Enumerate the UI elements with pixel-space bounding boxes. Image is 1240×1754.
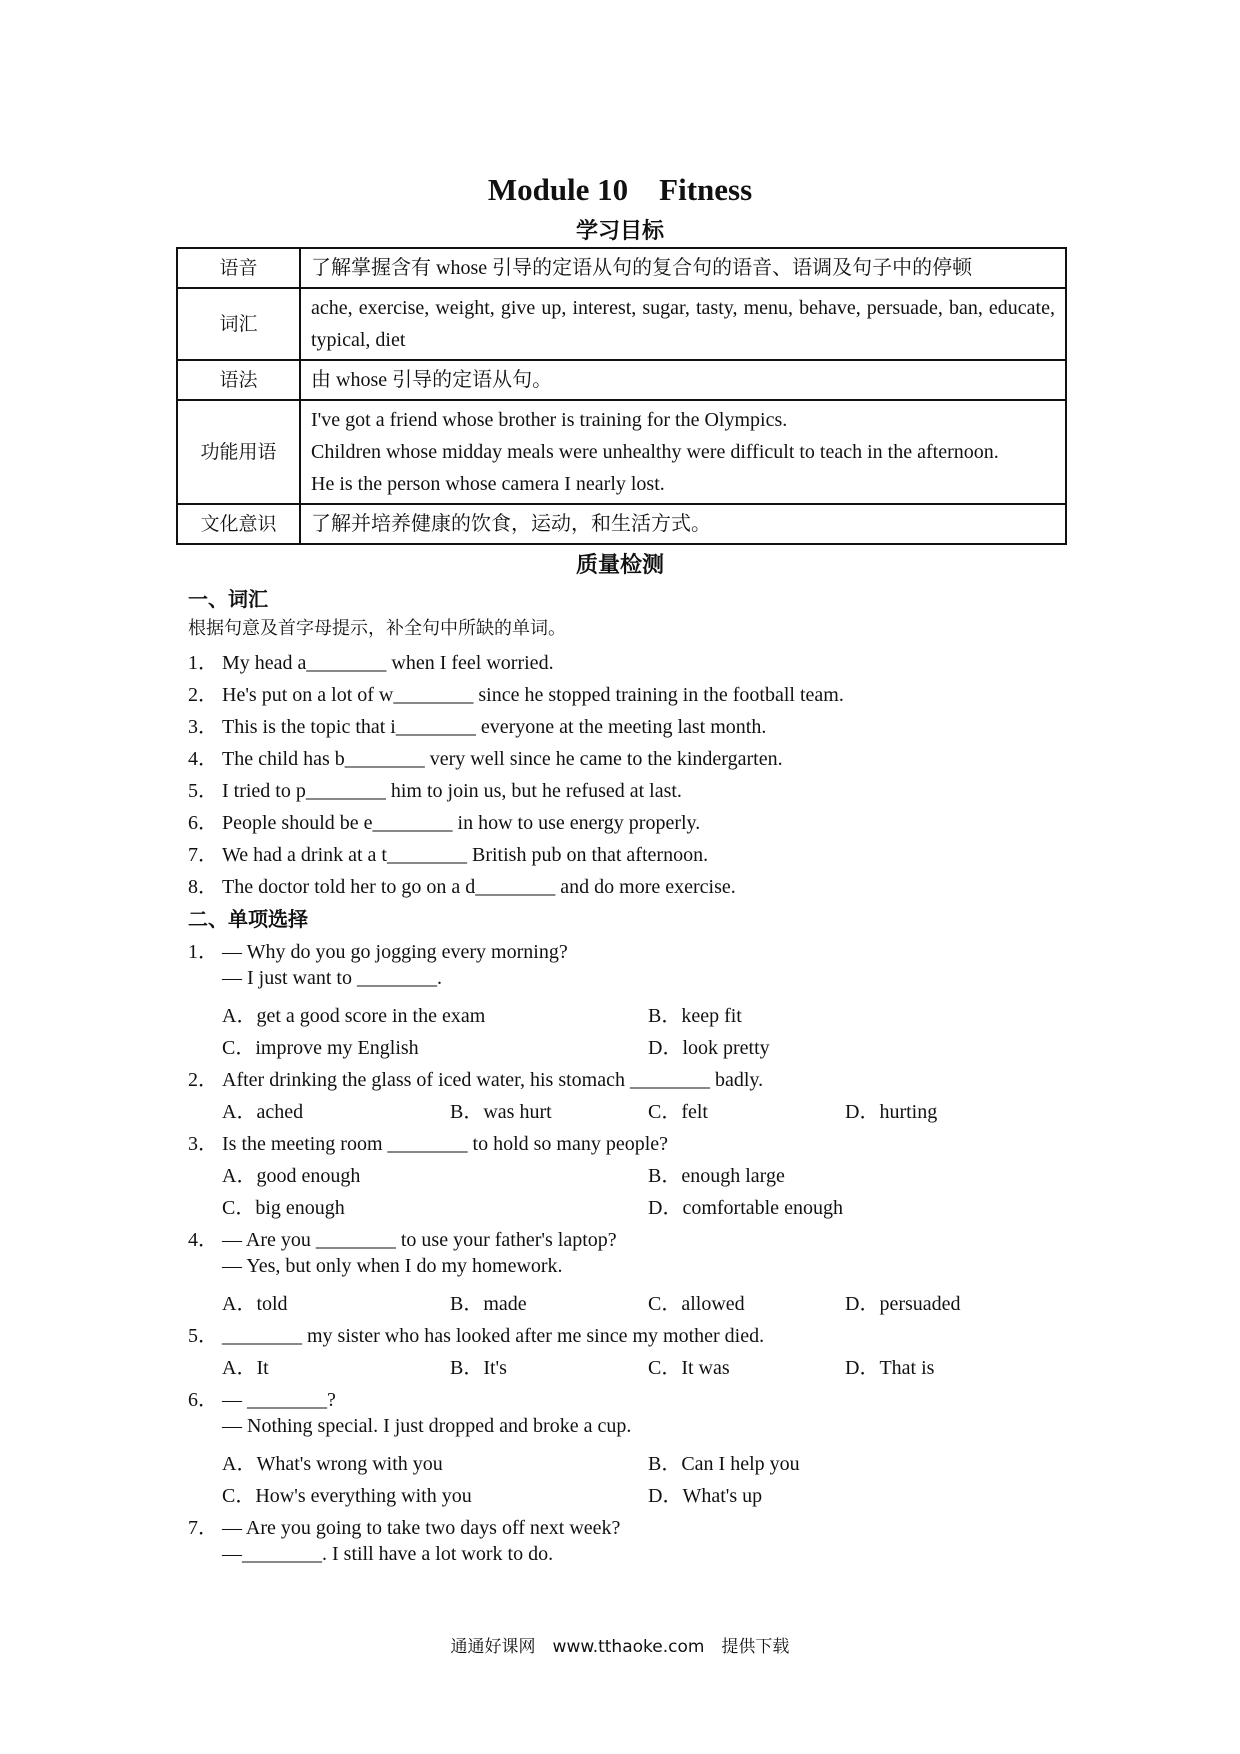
option-c: C．improve my English — [222, 1037, 419, 1059]
item-text: This is the topic that i________ everyone at the meeting last month. — [222, 716, 767, 738]
option-c: C．big enough — [222, 1197, 345, 1219]
goals-key: 语法 — [177, 360, 300, 400]
question-text: — ________? — [222, 1389, 336, 1411]
option-c: C．It was — [648, 1357, 730, 1379]
goals-row — [177, 360, 1066, 400]
function-sentence: Children whose midday meals were unhealthy were difficult to teach in the afternoon. — [311, 441, 999, 463]
goals-key: 文化意识 — [177, 504, 300, 544]
option-d: D．hurting — [845, 1101, 938, 1123]
option-d: D．look pretty — [648, 1037, 770, 1059]
option-b: B．was hurt — [450, 1101, 552, 1123]
goals-value: 了解并培养健康的饮食，运动，和生活方式。 — [300, 504, 1066, 544]
question-number: 5． — [188, 1325, 218, 1347]
choice-heading: 二、单项选择 — [188, 907, 308, 931]
option-b: B．Can I help you — [648, 1453, 800, 1475]
page-title: Module 10 Fitness — [487, 172, 753, 207]
item-text: The doctor told her to go on a d________ and do more exercise. — [222, 876, 736, 898]
vocab-heading: 一、词汇 — [188, 587, 268, 611]
option-b: B．It's — [450, 1357, 507, 1379]
question-stem — [188, 935, 568, 964]
question-stem — [188, 1063, 763, 1092]
question-stem — [188, 1383, 336, 1412]
question-text: — Are you ________ to use your father's laptop? — [222, 1229, 617, 1251]
option-b: B．made — [450, 1293, 527, 1315]
function-sentence: I've got a friend whose brother is training for the Olympics. — [311, 409, 788, 431]
question-number: 7． — [188, 1517, 218, 1539]
item-text: People should be e________ in how to use energy properly. — [222, 812, 701, 834]
vocab-item — [188, 710, 766, 739]
item-text: He's put on a lot of w________ since he stopped training in the football team. — [222, 684, 844, 706]
option-b: B．enough large — [648, 1165, 785, 1187]
question-number: 4． — [188, 1229, 218, 1251]
question-text: ________ my sister who has looked after me since my mother died. — [222, 1325, 765, 1347]
page-footer: 通通好课网 www.tthaoke.com 提供下载 — [450, 1637, 790, 1657]
option-c: C．felt — [648, 1101, 708, 1123]
vocab-item — [188, 870, 736, 899]
goals-row — [177, 400, 1066, 504]
question-text: — Are you going to take two days off next week? — [222, 1517, 621, 1539]
goals-value — [300, 400, 1066, 504]
question-text: — Why do you go jogging every morning? — [222, 941, 568, 963]
option-a: A．good enough — [222, 1165, 361, 1187]
vocab-instruction: 根据句意及首字母提示，补全句中所缺的单词。 — [188, 618, 566, 639]
question-stem — [188, 1319, 764, 1348]
goals-key: 词汇 — [177, 288, 300, 360]
question-number: 6． — [188, 1389, 218, 1411]
vocab-item — [188, 838, 708, 867]
question-text: After drinking the glass of iced water, his stomach ________ badly. — [222, 1069, 764, 1091]
option-d: D．What's up — [648, 1485, 763, 1507]
option-a: A．What's wrong with you — [222, 1453, 443, 1475]
option-a: A．get a good score in the exam — [222, 1005, 486, 1027]
option-c: C．How's everything with you — [222, 1485, 472, 1507]
item-text: We had a drink at a t________ British pub on that afternoon. — [222, 844, 709, 866]
vocab-item — [188, 806, 700, 835]
goals-value: 由 whose 引导的定语从句。 — [300, 360, 1066, 400]
item-text: The child has b________ very well since he came to the kindergarten. — [222, 748, 783, 770]
goals-row — [177, 288, 1066, 360]
option-a: A．told — [222, 1293, 288, 1315]
item-number: 8． — [188, 876, 218, 898]
question-line: —________. I still have a lot work to do. — [222, 1543, 554, 1565]
question-number: 2． — [188, 1069, 218, 1091]
question-stem — [188, 1127, 668, 1156]
goals-key: 语音 — [177, 248, 300, 288]
item-number: 1． — [188, 652, 218, 674]
item-number: 3． — [188, 716, 218, 738]
option-a: A．It — [222, 1357, 269, 1379]
question-line: — I just want to ________. — [222, 967, 442, 989]
question-number: 1． — [188, 941, 218, 963]
vocab-item — [188, 678, 844, 707]
function-sentence: He is the person whose camera I nearly lost. — [311, 473, 665, 495]
item-text: I tried to p________ him to join us, but he refused at last. — [222, 780, 682, 802]
item-number: 6． — [188, 812, 218, 834]
question-text: Is the meeting room ________ to hold so many people? — [222, 1133, 669, 1155]
question-line: — Nothing special. I just dropped and broke a cup. — [222, 1415, 632, 1437]
check-heading: 质量检测 — [575, 553, 664, 578]
vocab-item — [188, 774, 682, 803]
option-d: D．comfortable enough — [648, 1197, 843, 1219]
goals-key: 功能用语 — [177, 400, 300, 504]
question-stem — [188, 1511, 620, 1540]
option-d: D．persuaded — [845, 1293, 961, 1315]
goals-value: 了解掌握含有 whose 引导的定语从句的复合句的语音、语调及句子中的停顿 — [300, 248, 1066, 288]
vocab-item — [188, 646, 554, 675]
item-number: 5． — [188, 780, 218, 802]
question-number: 3． — [188, 1133, 218, 1155]
item-number: 2． — [188, 684, 218, 706]
vocab-item — [188, 742, 783, 771]
option-d: D．That is — [845, 1357, 935, 1379]
goals-heading: 学习目标 — [575, 219, 664, 244]
option-a: A．ached — [222, 1101, 304, 1123]
question-stem — [188, 1223, 617, 1252]
item-text: My head a________ when I feel worried. — [222, 652, 554, 674]
item-number: 7． — [188, 844, 218, 866]
goals-row — [177, 504, 1066, 544]
item-number: 4． — [188, 748, 218, 770]
question-line: — Yes, but only when I do my homework. — [222, 1255, 563, 1277]
goals-table — [176, 247, 1067, 545]
goals-row — [177, 248, 1066, 288]
goals-value: ache, exercise, weight, give up, interest, sugar, tasty, menu, behave, persuade, ban, educate, typical, diet — [300, 288, 1066, 360]
option-b: B．keep fit — [648, 1005, 742, 1027]
option-c: C．allowed — [648, 1293, 745, 1315]
